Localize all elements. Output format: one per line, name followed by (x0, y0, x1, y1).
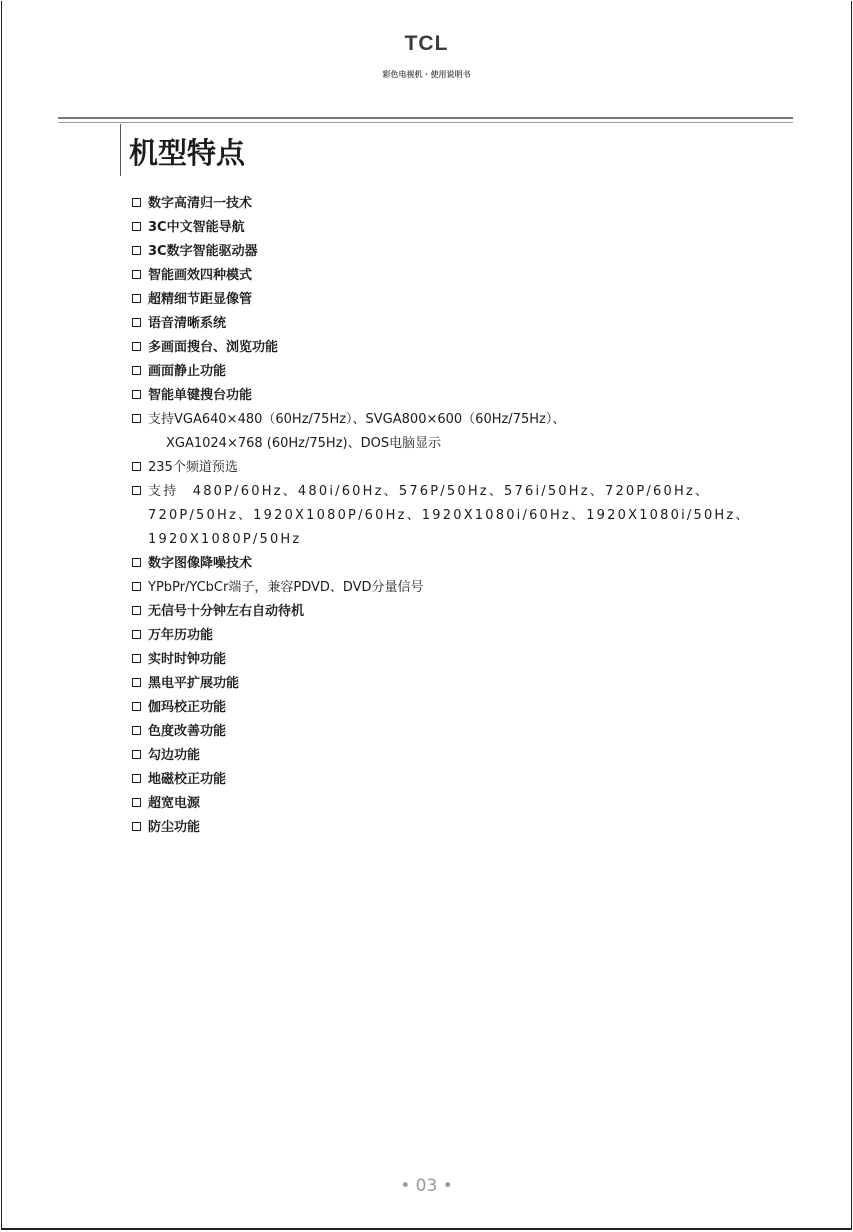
feature-item: 3C中文智能导航 (132, 216, 797, 240)
feature-item: 支持 480P/60Hz、480i/60Hz、576P/50Hz、576i/50Hz、720P/60Hz、720P/50Hz、1920X1080P/60Hz、1920X1080i/60Hz、1920X1080i/50Hz、1920X1080P/50Hz (132, 480, 797, 552)
feature-item: 数字图像降噪技术 (132, 552, 797, 576)
checkbox-icon (132, 342, 141, 351)
feature-item: 支持VGA640×480（60Hz/75Hz）、SVGA800×600（60Hz/75Hz）、 (132, 408, 797, 432)
feature-item: 智能画效四种模式 (132, 264, 797, 288)
page-number: • 03 • (400, 1176, 453, 1196)
checkbox-icon (132, 414, 141, 423)
feature-item: 画面静止功能 (132, 360, 797, 384)
feature-item: 数字高清归一技术 (132, 192, 797, 216)
checkbox-icon (132, 630, 141, 639)
feature-item: 地磁校正功能 (132, 768, 797, 792)
feature-item-continuation: XGA1024×768 (60Hz/75Hz)、DOS电脑显示 (166, 436, 442, 451)
checkbox-icon (132, 198, 141, 207)
feature-item: 多画面搜台、浏览功能 (132, 336, 797, 360)
feature-item: 勾边功能 (132, 744, 797, 768)
checkbox-icon (132, 606, 141, 615)
feature-item: 黑电平扩展功能 (132, 672, 797, 696)
checkbox-icon (132, 366, 141, 375)
checkbox-icon (132, 750, 141, 759)
feature-item: 235个频道预选 (132, 456, 797, 480)
checkbox-icon (132, 726, 141, 735)
checkbox-icon (132, 678, 141, 687)
checkbox-icon (132, 582, 141, 591)
feature-item: 实时时钟功能 (132, 648, 797, 672)
checkbox-icon (132, 486, 141, 495)
feature-item: 伽玛校正功能 (132, 696, 797, 720)
checkbox-icon (132, 558, 141, 567)
feature-item: 智能单键搜台功能 (132, 384, 797, 408)
checkbox-icon (132, 270, 141, 279)
checkbox-icon (132, 390, 141, 399)
checkbox-icon (132, 294, 141, 303)
checkbox-icon (132, 462, 141, 471)
header-rule (58, 117, 793, 119)
manual-subtitle: 彩色电视机・使用说明书 (382, 70, 471, 79)
feature-item: 语音清晰系统 (132, 312, 797, 336)
feature-item: 防尘功能 (132, 816, 797, 840)
checkbox-icon (132, 318, 141, 327)
feature-item: 色度改善功能 (132, 720, 797, 744)
checkbox-icon (132, 774, 141, 783)
feature-item: YPbPr/YCbCr端子，兼容PDVD、DVD分量信号 (132, 576, 797, 600)
section-title: 机型特点 (129, 136, 246, 170)
checkbox-icon (132, 798, 141, 807)
feature-item: 万年历功能 (132, 624, 797, 648)
checkbox-icon (132, 822, 141, 831)
feature-item: 超宽电源 (132, 792, 797, 816)
header-rule-thin (58, 122, 793, 123)
checkbox-icon (132, 222, 141, 231)
feature-item: 3C数字智能驱动器 (132, 240, 797, 264)
feature-item: 超精细节距显像管 (132, 288, 797, 312)
feature-list (132, 192, 797, 840)
checkbox-icon (132, 654, 141, 663)
checkbox-icon (132, 246, 141, 255)
title-accent-line (120, 124, 121, 176)
tcl-logo: TCL (404, 32, 449, 55)
feature-item: 无信号十分钟左右自动待机 (132, 600, 797, 624)
checkbox-icon (132, 702, 141, 711)
